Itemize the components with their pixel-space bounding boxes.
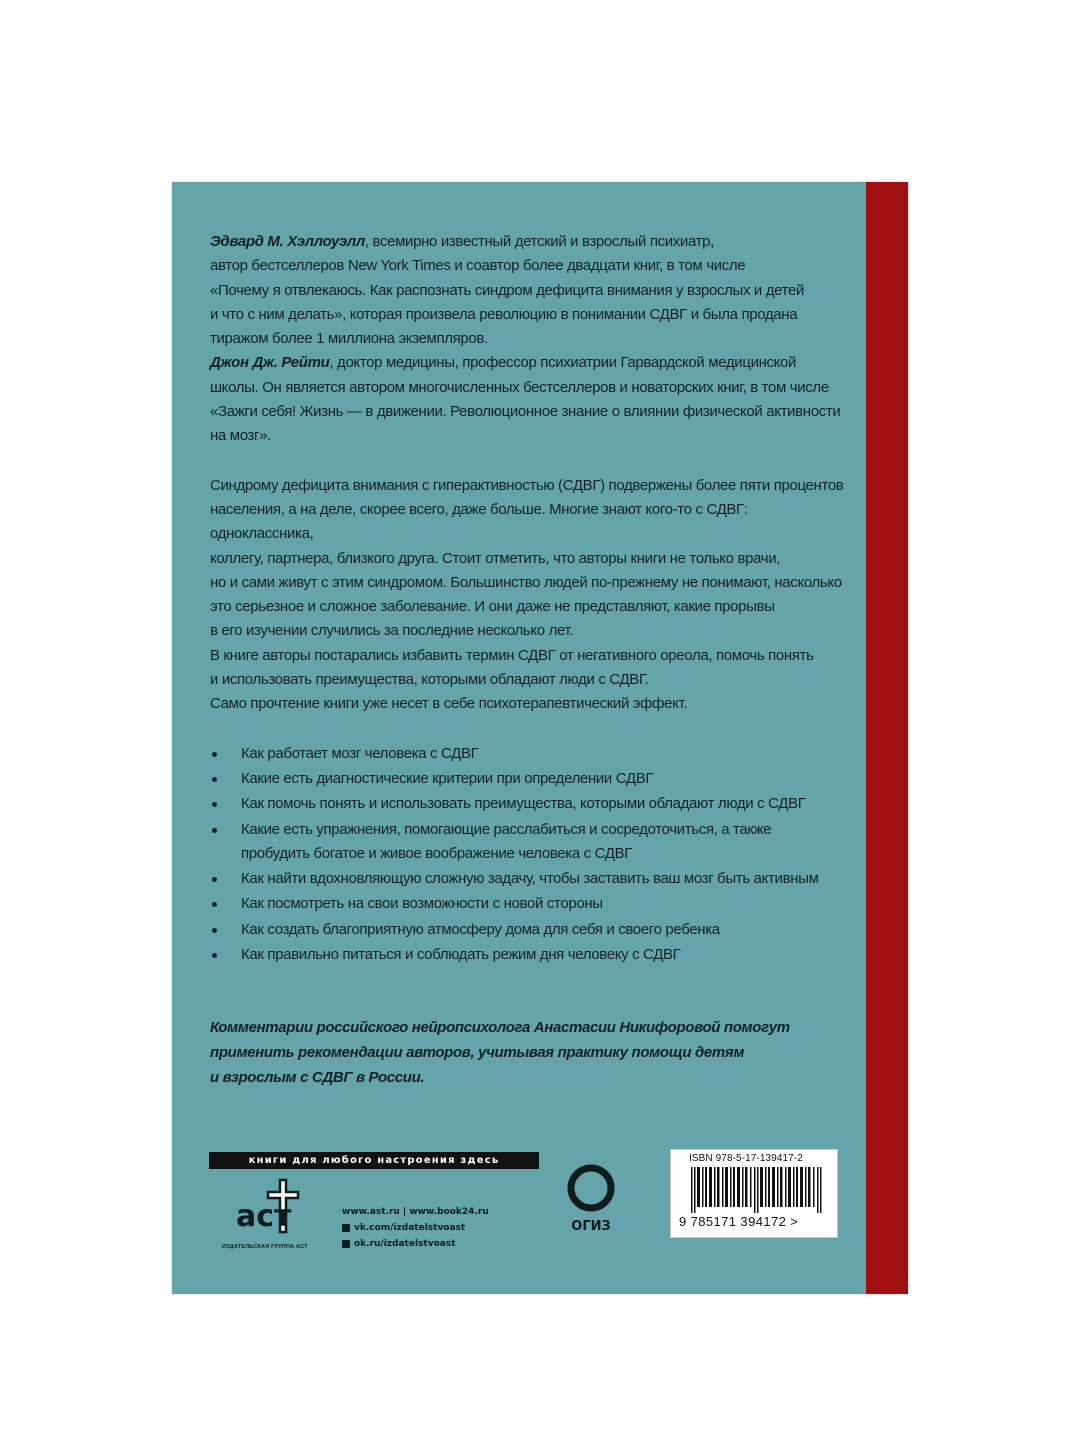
closing-line: Комментарии российского нейропсихолога Анастасии Никифоровой помогут: [210, 1019, 790, 1037]
bullet-icon: [212, 828, 217, 833]
closing-note: [210, 1015, 844, 1090]
bullet-icon: [212, 928, 217, 933]
bullet-icon: [212, 877, 217, 882]
book-back-cover: [172, 182, 908, 1294]
author-bio-line: и что с ним делать», которая произвела революцию в понимании СДВГ и была продана: [210, 305, 798, 323]
description-line: В книге авторы постарались избавить термин СДВГ от негативного ореола, помочь понять: [210, 646, 814, 664]
author-bio-line: автор бестселлеров New York Times и соавтор более двадцати книг, в том числе: [210, 257, 746, 275]
author-bio: [210, 351, 844, 448]
barcode-digits: 9 785171 394172 >: [679, 1214, 799, 1229]
description-line: но и сами живут с этим синдромом. Большинство людей по-прежнему не понимают, насколько: [210, 573, 842, 591]
bullet-icon: [212, 777, 217, 782]
description-line: населения, а на деле, скорее всего, даже больше. Многие знают кого-то с СДВГ: одноклассника,: [210, 500, 748, 543]
author-bio-line: «Почему я отвлекаюсь. Как распознать синдром дефицита внимания у взрослых и детей: [210, 281, 805, 299]
author-bio-line: школы. Он является автором многочисленных бестселлеров и новаторских книг, в том числе: [210, 378, 829, 396]
list-item: Как работает мозг человека с СДВГ: [210, 742, 844, 766]
description-line: Синдрому дефицита внимания с гиперактивностью (СДВГ) подвержены более пяти процентов: [210, 476, 844, 494]
bullet-icon: [212, 953, 217, 958]
closing-line: и взрослым с СДВГ в России.: [210, 1069, 425, 1087]
list-item: Как правильно питаться и соблюдать режим дня человеку с СДВГ: [210, 943, 844, 967]
list-item: Какие есть упражнения, помогающие расслабиться и сосредоточиться, а также пробудить богатое и живое воображение человека с СДВГ: [210, 818, 844, 867]
publisher-links: [342, 1204, 489, 1252]
author-name: Джон Дж. Рейти: [210, 354, 330, 372]
description-line: коллегу, партнера, близкого друга. Стоит отметить, что авторы книги не только врачи,: [210, 549, 781, 567]
author-bio-line: , доктор медицины, профессор психиатрии Гарвардской медицинской: [329, 354, 797, 372]
list-item: Как найти вдохновляющую сложную задачу, чтобы заставить ваш мозг быть активным: [210, 867, 844, 891]
book-spine: [866, 182, 908, 1294]
authors-section: [210, 230, 844, 449]
book-description: [210, 474, 844, 717]
author-name: Эдвард М. Хэллоуэлл: [210, 233, 365, 250]
barcode-icon: [691, 1167, 823, 1213]
ok-icon: [342, 1240, 350, 1248]
bullet-icon: [212, 902, 217, 907]
description-line: Само прочтение книги уже несет в себе психотерапевтический эффект.: [210, 695, 688, 713]
feature-list: [210, 742, 844, 968]
list-item: Как помочь понять и использовать преимущества, которыми обладают люди с СДВГ: [210, 792, 844, 816]
author-bio-line: на мозг».: [210, 427, 271, 445]
list-item: Как создать благоприятную атмосферу дома для себя и своего ребенка: [210, 918, 844, 942]
ast-logo-text: аст: [236, 1199, 292, 1234]
isbn-barcode: [670, 1149, 838, 1238]
author-bio: [210, 230, 844, 351]
ogiz-logo-text: ОГИЗ: [571, 1219, 611, 1234]
author-bio-line: , всемирно известный детский и взрослый психиатр,: [364, 233, 714, 250]
vk-icon: [342, 1224, 350, 1232]
websites-line: www.ast.ru | www.book24.ru: [342, 1207, 489, 1217]
cover-text-block: [210, 230, 844, 1090]
vk-link[interactable]: vk.com/izdatelstvoast: [342, 1220, 489, 1236]
ogiz-imprint-logo: [566, 1162, 616, 1242]
isbn-number: ISBN 978-5-17-139417-2: [689, 1153, 803, 1164]
description-line: в его изучении случились за последние несколько лет.: [210, 622, 574, 640]
bullet-icon: [212, 802, 217, 807]
author-bio-line: тиражом более 1 миллиона экземпляров.: [210, 330, 488, 348]
bullet-icon: [212, 752, 217, 757]
publisher-tagline: книги для любого настроения здесь: [209, 1152, 539, 1169]
ast-publisher-logo: [232, 1176, 312, 1246]
description-line: это серьезное и сложное заболевание. И они даже не представляют, какие прорывы: [210, 598, 775, 616]
publisher-subtitle: ИЗДАТЕЛЬСКАЯ ГРУППА АСТ: [222, 1244, 308, 1250]
ok-link[interactable]: ok.ru/izdatelstvoast: [342, 1236, 489, 1252]
list-item: Какие есть диагностические критерии при определении СДВГ: [210, 767, 844, 791]
closing-line: применить рекомендации авторов, учитывая практику помощи детям: [210, 1044, 745, 1062]
list-item: Как посмотреть на свои возможности с новой стороны: [210, 892, 844, 916]
author-bio-line: «Зажги себя! Жизнь — в движении. Революционное знание о влиянии физической активности: [210, 403, 841, 421]
description-line: и использовать преимущества, которыми обладают люди с СДВГ.: [210, 671, 649, 689]
